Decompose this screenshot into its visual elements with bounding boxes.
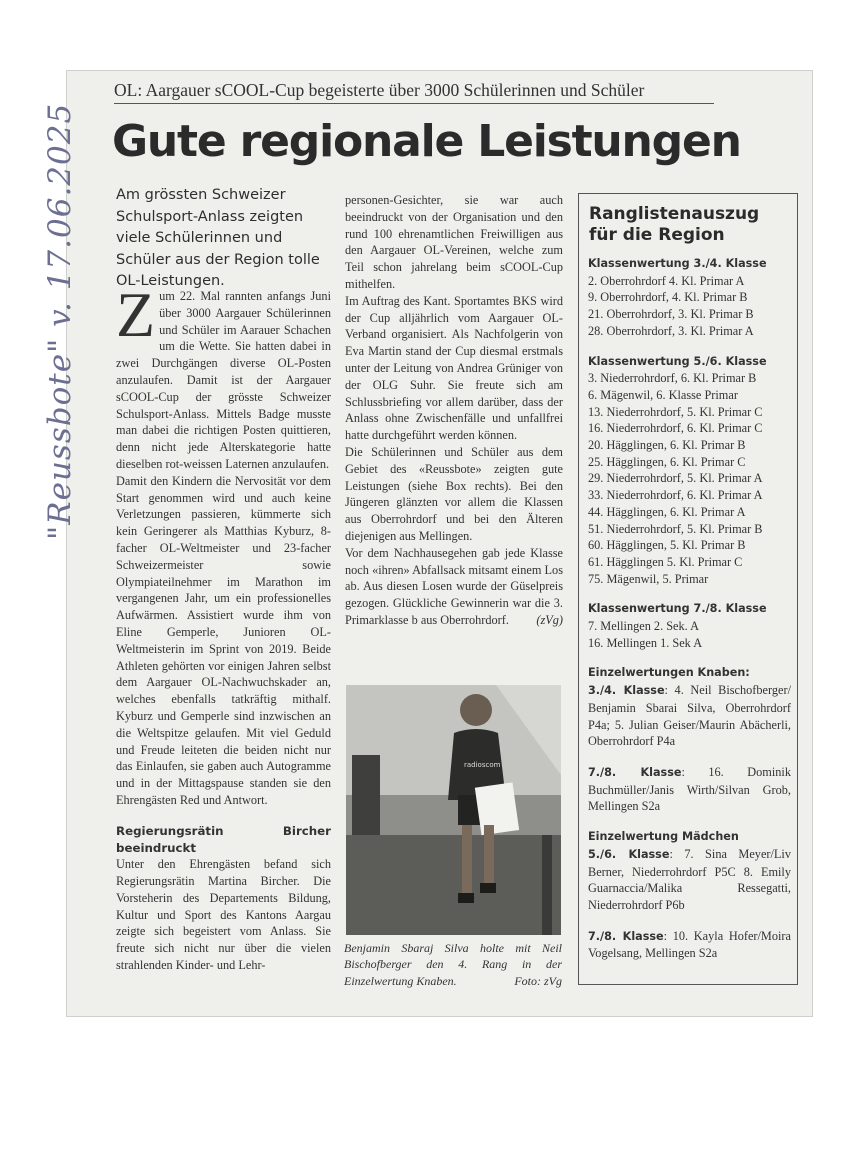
section-heading: Klassenwertung 3./4. Klasse [588,257,767,270]
section-heading: Einzelwertung Mädchen [588,830,739,844]
photo-caption [344,940,562,989]
result-entry [588,764,791,815]
entry-label: 3./4. Klasse [588,684,665,698]
paragraph [345,545,563,629]
results-section [588,665,791,815]
result-row: 13. Niederrohrdorf, 5. Kl. Primar C [588,404,763,419]
article-photo [346,685,561,935]
result-row: 21. Oberrohrdorf, 3. Kl. Primar B [588,307,754,322]
result-row: 44. Hägglingen, 6. Kl. Primar A [588,504,746,519]
paragraph: Die Schülerinnen und Schüler aus dem Gebiet des «Reussbote» zeigten gute Leistungen (siehe Box rechts). Bei den Jüngeren glänzten vor allem die Klassen aus Oberrohrdorf und bei den Älteren diejenigen aus Mellingen. [345,444,563,543]
result-row: 29. Niederrohrdorf, 5. Kl. Primar A [588,471,763,486]
result-row: 60. Hägglingen, 5. Kl. Primar B [588,538,746,553]
paragraph-text: Vor dem Nachhausegehen gab jede Klasse noch «ihren» Abfallsack mitsamt einem Los ab. Aus diesen Losen wurde der Güselpreis gezogen. Glückliche Gewinnerin war die 3. Primarklasse b aus Oberrohrdorf. [345,545,563,627]
result-row: 3. Niederrohrdorf, 6. Kl. Primar B [588,371,757,386]
result-row: 6. Mägenwil, 6. Klasse Primar [588,387,738,402]
shirt-logo-text: radioscom [464,761,501,769]
section-heading: Klassenwertung 5./6. Klasse [588,354,767,368]
result-row: 7. Mellingen 2. Sek. A [588,619,700,634]
entry-text: : 16. Dominik Buchmüller/Janis Wirth/Silvan Grob, Mellingen S2a [588,764,791,814]
result-row: 75. Mägenwil, 5. Primar [588,571,709,586]
results-section [588,601,791,651]
caption-text: Benjamin Sbaraj Silva holte mit Neil Bischofberger den 4. Rang in der Einzelwertung Knaben. [344,941,562,988]
section-subheading: Regierungsrätin Bircher beeindruckt [116,823,331,855]
entry-text: : 7. Sina Meyer/Liv Berner, Niederrohrdorf P5C 8. Emily Guarnaccia/Malika Ressegatti, Niederrohrdorf P6b [588,846,792,912]
paragraph-text: um 22. Mal rannten anfangs Juni über 3000 Aargauer Schülerinnen und Schüler im Aarauer Schachen um die Wette. Sie hatten dabei in zwei Durchgängen diverse OL-Posten anzulaufen. Damit ist der Aargauer sCOOL-Cup der grösste Schweizer Schulsport-Anlass. Mittels Badge musste man dabei die richtigen Posten quittieren, denn nicht jede Alterskategorie hatte dieselben rot-weissen Laternen anzulaufen. [116,289,331,471]
result-row: 16. Niederrohrdorf, 6. Kl. Primar C [588,421,763,436]
paragraph [116,279,331,473]
entry-label: 7./8. Klasse [588,929,664,943]
paragraph: personen-Gesichter, sie war auch beeindruckt von der Organisation und den rund 100 ehrenamtlichen Freiwilligen aus den Aargauer OL-Vereinen, welche zum Teil schon jahrelang beim sCOOL-Cup mithelfen. [345,193,563,291]
results-box [578,193,798,985]
lead-paragraph: Am grössten Schweizer Schulsport-Anlass zeigten viele Schülerinnen und Schüler aus der Region tolle OL-Leistungen. [116,187,320,289]
result-entry [588,928,791,962]
article-column-2 [345,192,563,629]
section-heading: Einzelwertungen Knaben: [588,666,750,680]
result-row: 20. Hägglingen, 6. Kl. Primar B [588,438,746,453]
box-title: Ranglistenauszug für die Region [589,204,760,245]
article-column-1 [116,279,331,974]
paragraph: Damit den Kindern die Nervosität vor dem Start genommen wird und auch keine Verletzungen passieren, kümmerte sich kein Geringerer als Matthias Kyburz, 8-facher OL-Weltmeister und 23-facher Schweizermeister sowie Olympiateilnehmer im Marathon im vergangenen Jahr, um ein professionelles Aufwärmen. Assistiert wurde ihm von Eline Gemperle, Junioren OL-Weltmeisterin im Sprint von 2019. Beide Athleten gehörten vor einigen Jahren selbst dem Aargauer OL-Nachwuchskader an, welches ebenfalls tatkräftig mithalf. Kyburz und Gemperle sind inzwischen an die Weltspitze gelaufen. Mit viel Geduld und Freude leiteten die beiden nicht nur das Einlaufen, sie gaben auch Autogramme und in der Mittagspause standen sie den Ehrengästen Red und Antwort. [116,473,331,807]
paragraph: Im Auftrag des Kant. Sportamtes BKS wird der Cup alljährlich vom Aargauer OL-Verband organisiert. Als Nachfolgerin von Eva Martin stand der Cup diesmal erstmals unter der Leitung von Andrea Grüniger von der OLG Suhr. Sie freute sich am Schlussbriefing vor allem darüber, dass der Anlass ohne Zwischenfälle und unfallfrei hatte durchgeführt werden können. [345,293,563,443]
result-entry [588,846,791,914]
results-section [588,354,791,588]
paragraph: Unter den Ehrengästen befand sich Regierungsrätin Martina Bircher. Die Vorsteherin des Departements Bildung, Kultur und Sport des Kantons Aargau zeigte sich begeistert vom Anlass. Sie freute sich nicht nur über die vielen strahlenden Kinder- und Lehr- [116,857,331,973]
kicker-line: OL: Aargauer sCOOL-Cup begeisterte über 3000 Schülerinnen und Schüler [114,80,714,104]
box-body [588,256,791,976]
section-heading: Klassenwertung 7./8. Klasse [588,602,767,616]
result-row: 51. Niederrohrdorf, 5. Kl. Primar B [588,521,763,536]
entry-label: 5./6. Klasse [588,847,670,861]
headline: Gute regionale Leistungen [112,116,741,167]
results-section [588,829,791,962]
result-row: 9. Oberrohrdorf, 4. Kl. Primar B [588,290,748,305]
entry-text: : 10. Kayla Hofer/Moira Vogelsang, Mellingen S2a [588,928,791,961]
result-row: 16. Mellingen 1. Sek A [588,635,703,650]
drop-cap: Z [116,279,156,350]
result-row: 61. Hägglingen 5. Kl. Primar C [588,554,743,569]
result-row: 28. Oberrohrdorf, 3. Kl. Primar A [588,323,754,338]
result-row: 2. Oberrohrdorf 4. Kl. Primar A [588,273,745,288]
results-section [588,256,791,340]
handwritten-source-note: "Reussbote" v. 17.06.2025 [42,102,78,540]
author-signature: (zVg) [536,612,563,627]
result-row: 25. Hägglingen, 6. Kl. Primar C [588,454,746,469]
photo-illustration [346,685,561,935]
entry-label: 7./8. Klasse [588,765,682,779]
entry-text: : 4. Neil Bischofberger/ Benjamin Sbarai Silva, Oberrohrdorf P4a; 5. Julian Geiser/Maurin Abächerli, Oberrohrdorf P4a [588,683,792,749]
result-entry [588,682,791,750]
result-row: 33. Niederrohrdorf, 6. Kl. Primar A [588,488,763,503]
photo-credit: Foto: zVg [514,973,562,988]
